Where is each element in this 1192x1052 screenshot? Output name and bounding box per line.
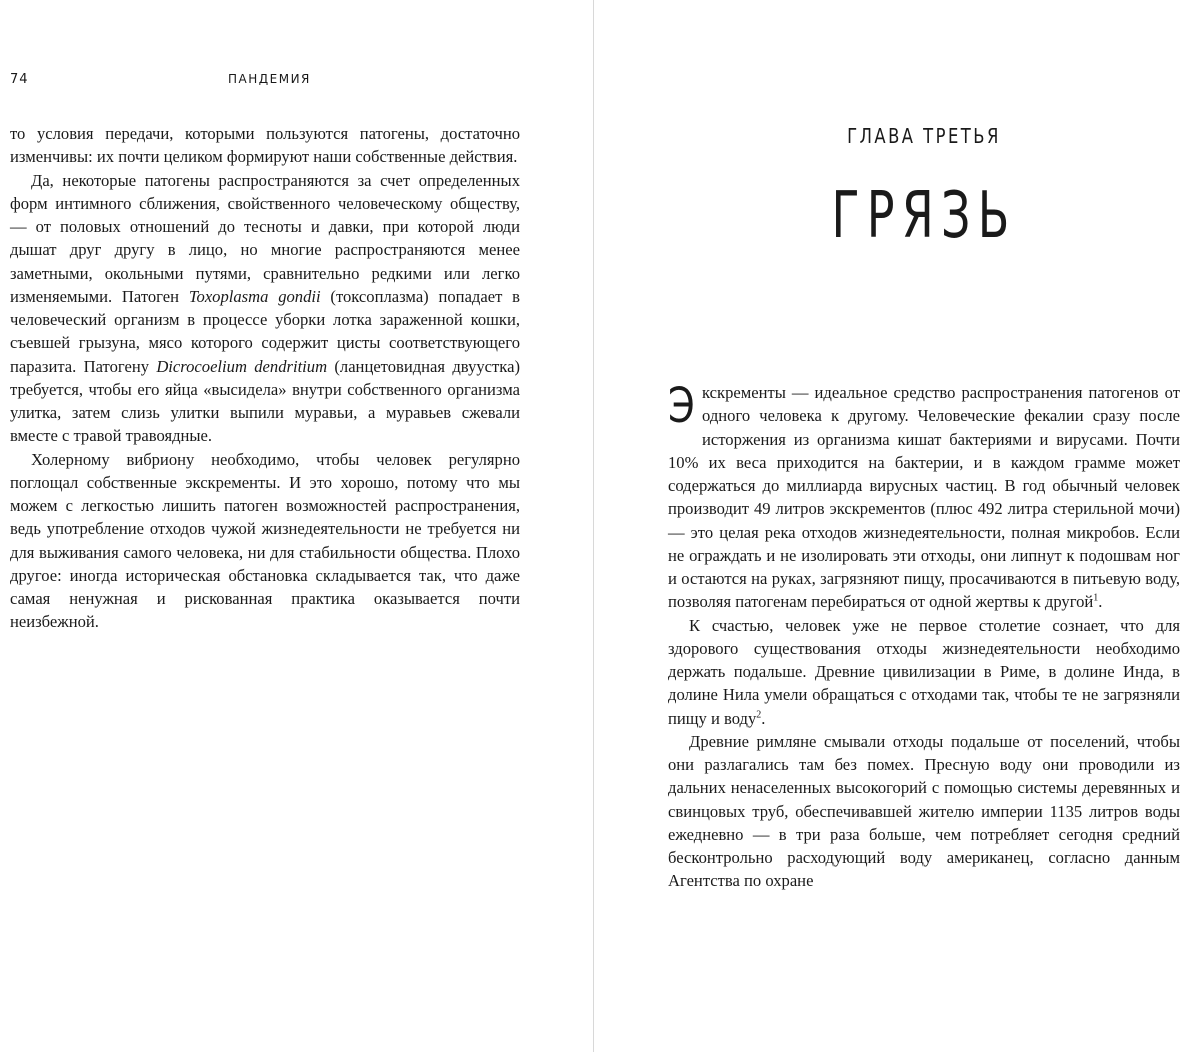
text-run: кскременты — идеальное средство распространения патогенов от одного человека к другому. Человеческие фекалии сразу после исторжения из организма кишат бактериями и вирусами. Почти 10% их веса приходится на бактерии, и в каждом грамме может содержаться до миллиарда вирусных частиц. В год обычный человек производит 49 литров экскрементов (плюс 492 литра стерильной мочи) — это целая река отходов жизнедеятельности, полная микробов. Если не ограждать и не изолировать эти отходы, они липнут к подошвам ног и остаются на руках, загрязняют пищу, просачиваются в питьевую воду, позволяя патогенам перебираться от одной жертвы к другой bbox=[668, 383, 1180, 612]
paragraph bbox=[10, 169, 520, 448]
paragraph bbox=[10, 448, 520, 634]
text-run: Холерному вибриону необходимо, чтобы человек регулярно поглощал собственные экскременты. И это хорошо, потому что мы можем с легкостью лишить патоген возможностей распространения, ведь употребление отходов чужой жизнедеятельности не требуется ни для выживания самого человека, ни для стабильности общества. Плохо другое: иногда историческая обстановка складывается так, что даже самая ненужная и рискованная практика оказывается почти неизбежной. bbox=[10, 449, 520, 632]
paragraph bbox=[668, 730, 1180, 893]
left-page bbox=[10, 0, 520, 1052]
text-run: . bbox=[1098, 592, 1103, 612]
text-run: (ланцетовидная двуустка) требуется, чтобы его яйца «высидела» внутри собственного организма улитка, затем слизь улитки выпили муравьи, а муравьев сжевали вместе с травой травоядные. bbox=[10, 356, 520, 446]
right-page bbox=[668, 0, 1180, 1052]
footnote-ref: 1 bbox=[1093, 592, 1099, 604]
italic-term: Toxoplasma gondii bbox=[188, 286, 321, 306]
page-gutter bbox=[593, 0, 594, 1052]
chapter-title: ГРЯЗЬ bbox=[831, 179, 1017, 253]
text-run: Древние римляне смывали отходы подальше от поселений, чтобы они разлагались там без помех. Пресную воду они проводили из дальних ненаселенных высокогорий с помощью системы деревянных и свинцовых труб, обеспечивавшей жителю империи 1135 литров воды ежедневно — в три раза больше, чем потребляет сегодня средний бесконтрольно расходующий воду американец, согласно данным Агентства по охране bbox=[668, 731, 1180, 891]
text-run: Да, некоторые патогены распространяются за счет определенных форм интимного сближения, свойственного человеческому обществу, — от половых отношений до тесноты и давки, при которой люди дышат друг другу в лицо, но многие распространяются менее заметными, окольными путями, сравнительно редкими или легко изменяемыми. Патоген bbox=[10, 170, 520, 306]
drop-cap: Э bbox=[668, 378, 695, 434]
paragraph bbox=[668, 614, 1180, 730]
left-body-text bbox=[10, 122, 520, 634]
running-head bbox=[10, 72, 520, 92]
footnote-ref: 2 bbox=[756, 708, 762, 720]
text-run: . bbox=[761, 708, 766, 728]
paragraph bbox=[668, 378, 1180, 614]
page-number: 74 bbox=[10, 72, 29, 87]
italic-term: Dicrocoelium dendritium bbox=[156, 356, 328, 376]
text-run: К счастью, человек уже не первое столетие сознает, что для здорового существования отходы жизнедеятельности необходимо держать подальше. Древние цивилизации в Риме, в долине Инда, в долине Нила умели обращаться с отходами так, чтобы те не загрязняли пищу и воду bbox=[668, 615, 1180, 728]
chapter-label: ГЛАВА ТРЕТЬЯ bbox=[847, 124, 1001, 148]
running-title: ПАНДЕМИЯ bbox=[228, 72, 311, 86]
right-body-text bbox=[668, 378, 1180, 893]
text-run: то условия передачи, которыми пользуются патогены, достаточно изменчивы: их почти целиком формируют наши собственные действия. bbox=[10, 124, 520, 167]
paragraph bbox=[10, 122, 520, 169]
text-run: (токсоплазма) попадает в человеческий организм в процессе уборки лотка зараженной кошки, съевшей грызуна, мясо которого содержит цисты соответствующего паразита. Патогену bbox=[10, 286, 520, 376]
